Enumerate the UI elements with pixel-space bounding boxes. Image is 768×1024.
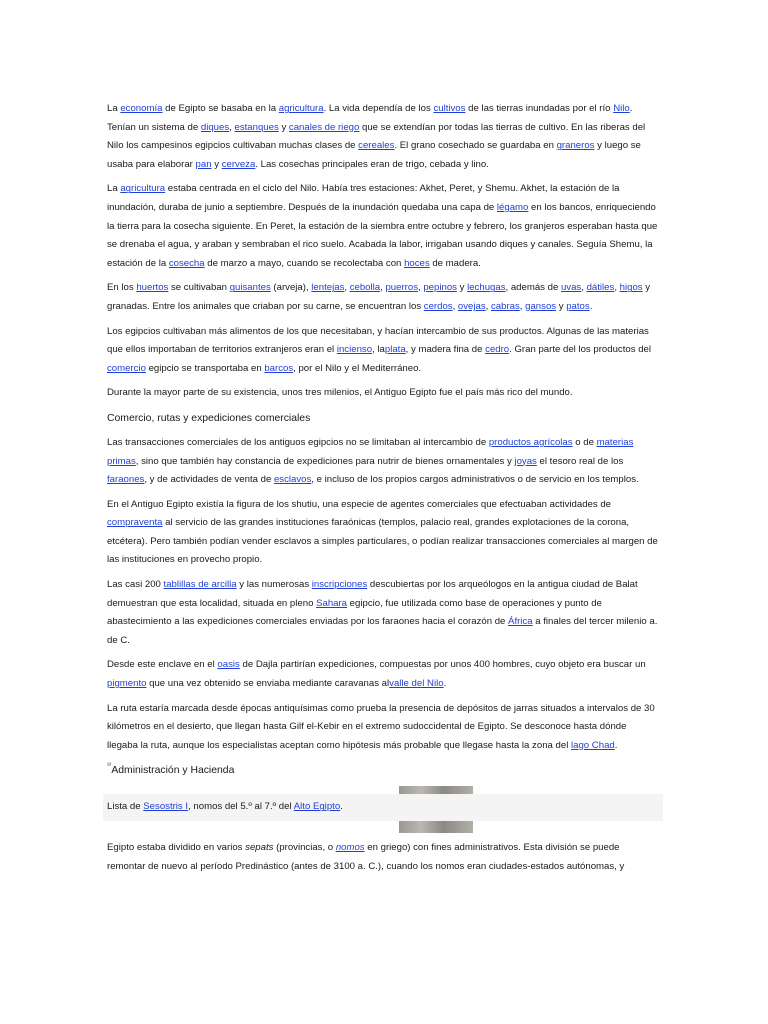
inline-link[interactable]: agricultura <box>120 183 166 195</box>
inline-link[interactable]: patos <box>566 300 590 312</box>
inline-link[interactable]: cerdos <box>423 300 453 312</box>
inline-link[interactable]: economía <box>120 103 163 114</box>
paragraph <box>107 496 659 570</box>
inline-link[interactable]: pigmento <box>107 678 147 690</box>
footnote-ref[interactable]: ¹² <box>107 762 112 770</box>
text-run: , <box>418 282 424 294</box>
text-run: que una vez obtenido se enviaba mediante caravanas al <box>146 678 390 690</box>
text-run: , <box>380 282 386 294</box>
inline-link[interactable]: Sahara <box>316 597 348 609</box>
inline-link[interactable]: cereales <box>358 140 395 152</box>
heading-text: Administración y Hacienda <box>111 765 235 777</box>
text-run: , <box>485 300 491 312</box>
text-run: Desde este enclave en el <box>107 659 218 671</box>
text-run: se cultivaban <box>168 282 230 294</box>
inline-link[interactable]: cerveza <box>221 158 256 170</box>
text-run: y las numerosas <box>236 579 312 591</box>
inline-link[interactable]: productos agrícolas <box>488 436 573 448</box>
text-run: Las casi 200 <box>107 579 164 591</box>
inline-link[interactable]: ovejas <box>457 300 486 312</box>
inline-link[interactable]: cosecha <box>168 257 205 269</box>
inline-link[interactable]: plata <box>384 344 406 356</box>
text-run: Lista de <box>107 801 144 813</box>
inline-link[interactable]: puerros <box>385 282 418 294</box>
inline-link[interactable]: hoces <box>404 257 430 269</box>
text-run: (provincias, o <box>273 842 336 853</box>
inline-link[interactable]: lechugas <box>467 282 506 294</box>
paragraph <box>107 656 659 693</box>
inline-link[interactable]: oasis <box>217 659 240 671</box>
inline-link[interactable]: graneros <box>556 140 595 152</box>
paragraph <box>107 576 659 650</box>
section-heading-commerce: Comercio, rutas y expediciones comerciales <box>107 412 311 424</box>
text-run: o de <box>572 436 597 448</box>
text-run: Egipto estaba dividido en varios <box>107 842 246 853</box>
inline-link[interactable]: gansos <box>525 300 557 312</box>
emphasis-text: sepats <box>245 842 274 853</box>
text-run: y <box>556 300 567 312</box>
inline-link[interactable]: légamo <box>496 201 529 213</box>
text-run: de Dajla partirían expediciones, compuestas por unos 400 hombres, cuyo objeto era buscar un <box>239 659 646 671</box>
inline-link[interactable]: cebolla <box>349 282 381 294</box>
text-run: descubiertas por los arqueólogos en la antigua ciudad de Balat demuestran que esta localidad, situada en pleno <box>107 579 638 609</box>
inline-link[interactable]: tablillas de arcilla <box>163 579 237 591</box>
text-run: , <box>614 282 620 294</box>
text-run: . <box>614 739 618 751</box>
text-run: de las tierras inundadas por el río <box>465 103 614 114</box>
economy-section <box>107 100 659 403</box>
section-heading-administration <box>107 761 659 780</box>
text-run: La <box>107 103 121 114</box>
text-run: y granadas. Entre los animales que criaban por su carne, se encuentran los <box>107 282 651 312</box>
text-run: , <box>452 300 458 312</box>
inline-link[interactable]: esclavos <box>273 474 312 486</box>
text-run: (arveja), <box>270 282 312 294</box>
inline-link[interactable]: pan <box>195 158 212 170</box>
text-run: , nomos del 5.º al 7.º del <box>188 801 294 813</box>
inline-link[interactable]: inscripciones <box>311 579 368 591</box>
inline-link[interactable]: África <box>508 616 533 628</box>
text-run: , e incluso de los propios cargos administrativos o de servicio en los templos. <box>311 474 639 486</box>
text-run: , la <box>372 344 385 356</box>
inline-link[interactable]: cabras <box>491 300 520 312</box>
text-run: , además de <box>505 282 561 294</box>
text-run: que se extendían por todas las tierras de cultivo. En las riberas del Nilo los campesinos egipcios cultivaban muchas clases de <box>107 121 646 152</box>
document-body <box>107 100 659 882</box>
inline-link[interactable]: Nilo <box>613 103 630 114</box>
text-run: , por el Nilo y el Mediterráneo. <box>293 362 422 374</box>
text-run: , sino que también hay constancia de expediciones para nutrir de bienes ornamentales y <box>135 455 515 467</box>
inline-link[interactable]: Alto Egipto <box>293 801 341 813</box>
inline-link[interactable]: faraones <box>107 474 145 486</box>
paragraph <box>107 323 659 379</box>
inline-link[interactable]: huertos <box>136 282 169 294</box>
text-run: a finales del tercer milenio a. de C. <box>107 616 658 646</box>
inline-link[interactable]: cedro <box>485 344 510 356</box>
text-run: En los <box>107 282 137 294</box>
inline-link[interactable]: compraventa <box>107 517 163 529</box>
inline-link[interactable]: nomos <box>335 842 365 853</box>
inline-link[interactable]: comercio <box>107 362 146 374</box>
image-thumbnail[interactable] <box>399 821 473 833</box>
inline-link[interactable]: guisantes <box>229 282 271 294</box>
text-run: , <box>581 282 587 294</box>
inline-link[interactable]: estanques <box>234 121 279 133</box>
paragraph <box>107 100 659 174</box>
inline-link[interactable]: valle del Nilo <box>389 678 444 690</box>
text-run: el tesoro real de los <box>536 455 624 467</box>
text-run: y <box>278 121 289 133</box>
text-run: de madera. <box>429 257 481 269</box>
inline-link[interactable]: higos <box>619 282 643 294</box>
inline-link[interactable]: diques <box>200 121 230 133</box>
text-run: y <box>456 282 468 294</box>
image-thumbnail[interactable] <box>399 786 473 794</box>
paragraph <box>107 384 659 403</box>
administration-section <box>107 839 659 876</box>
text-run: Durante la mayor parte de su existencia, unos tres milenios, el Antiguo Egipto fue el país más rico del mundo. <box>107 387 573 399</box>
inline-link[interactable]: materias primas <box>107 436 634 467</box>
text-run: estaba centrada en el ciclo del Nilo. Había tres estaciones: Akhet, Peret, y Shemu. Akhet, la estación de la inundación, duraba de junio a septiembre. Después de la inundación quedaba una capa de <box>107 183 620 213</box>
text-run: en los bancos, enriqueciendo la tierra para la cosecha siguiente. En Peret, la estación de la siembra entre octubre y febrero, los granjeros esperaban hasta que se drenaba el agua, y araban y sembraban el rico suelo. Acabada la labor, irrigaban usando diques y canales. Seguía Shemu, la estación de la <box>107 201 658 269</box>
text-run: La <box>107 183 121 195</box>
text-run: . <box>340 801 343 813</box>
text-run: de marzo a mayo, cuando se recolectaba con <box>204 257 405 269</box>
inline-link[interactable]: lentejas <box>311 282 345 294</box>
text-run: Las transacciones comerciales de los antiguos egipcios no se limitaban al intercambio de <box>107 436 489 448</box>
text-run: . <box>443 678 447 690</box>
paragraph <box>107 279 659 316</box>
text-run: egipcio, fue utilizada como base de operaciones y punto de abastecimiento a las expediciones comerciales enviadas por los faraones hacia el corazón de <box>107 597 602 628</box>
paragraph <box>107 434 659 490</box>
text-run: , <box>519 300 526 312</box>
text-run: . <box>589 300 593 312</box>
text-run: egipcio se transportaba en <box>145 362 265 374</box>
text-run: en griego) con fines administrativos. Esta división se puede remontar de nuevo al período Predinástico (antes de 3100 a. C.), cuando los nomos eran ciudades-estados autónomas, y <box>107 842 625 872</box>
paragraph <box>107 700 659 756</box>
text-run: y luego se usaba para elaborar <box>107 140 641 170</box>
inline-link[interactable]: lago Chad <box>571 739 615 751</box>
inline-link[interactable]: Sesostris I <box>143 801 189 813</box>
paragraph <box>107 180 659 273</box>
inline-link[interactable]: barcos <box>264 362 294 374</box>
commerce-section <box>107 434 659 756</box>
text-run: En el Antiguo Egipto existía la figura de los shutiu, una especie de agentes comerciales que efectuaban actividades de <box>107 498 612 510</box>
text-run: . El grano cosechado se guardaba en <box>394 140 557 152</box>
inline-link[interactable]: pepinos <box>423 282 457 294</box>
text-run: Los egipcios cultivaban más alimentos de los que necesitaban, y hacían intercambio de sus productos. Algunas de las materias que ellos importaban de territorios extranjeros eran el <box>107 325 649 356</box>
text-run: La ruta estaría marcada desde épocas antiquísimas como prueba la presencia de depósitos de jarras situados a intervalos de 30 kilómetros en el desierto, que llegan hasta Gilf el-Kebir en el extremo sudoccidental de Egipto. Se desconoce hasta dónde llegaba la ruta, aunque los especialistas aceptan como hipótesis más probable que llegase hasta la zona del <box>107 702 655 751</box>
text-run: de Egipto se basaba en la <box>162 103 279 114</box>
text-run: , y de actividades de venta de <box>144 474 274 486</box>
inline-link[interactable]: cultivos <box>433 103 466 114</box>
text-run: . Las cosechas principales eran de trigo, cebada y lino. <box>255 158 489 170</box>
text-run: . Gran parte del los productos del <box>509 344 651 356</box>
text-run: , <box>344 282 350 294</box>
inline-link[interactable]: canales de riego <box>288 121 360 133</box>
text-run: y <box>211 158 222 170</box>
image-caption <box>103 794 663 821</box>
text-run: , y madera fina de <box>405 344 486 356</box>
text-run: al servicio de las grandes instituciones faraónicas (templos, palacio real, grandes explotaciones de la corona, etcétera). Pero también podían vender esclavos a simples particulares, o podían realizar transacciones comerciales al margen de las instituciones en provecho propio. <box>107 517 658 566</box>
inline-link[interactable]: incienso <box>336 344 373 356</box>
paragraph <box>107 839 659 876</box>
inline-link[interactable]: joyas <box>514 455 537 467</box>
text-run: , <box>229 121 235 133</box>
inline-link[interactable]: dátiles <box>586 282 615 294</box>
text-run: . Tenían un sistema de <box>107 103 633 133</box>
inline-link[interactable]: agricultura <box>278 103 324 114</box>
text-run: . La vida dependía de los <box>323 103 434 114</box>
inline-link[interactable]: uvas <box>560 282 582 294</box>
